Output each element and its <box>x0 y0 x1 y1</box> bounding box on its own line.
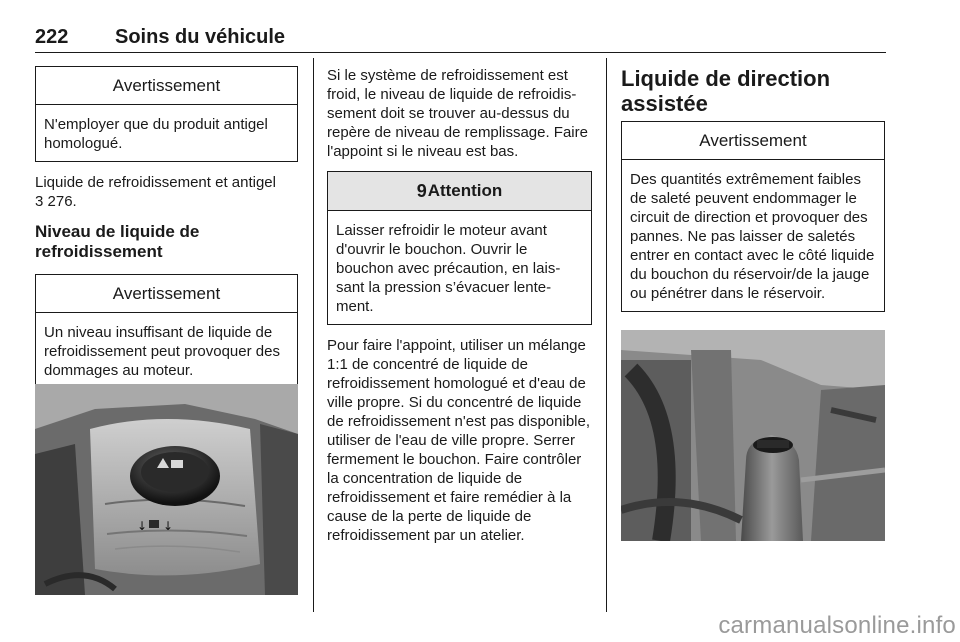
column-divider <box>606 58 607 612</box>
caution-box <box>327 171 592 325</box>
warning-text: Un niveau insuffisant de liquide de refroidissement peut provoquer des dommages au moteur. <box>44 324 280 379</box>
page-ref-arrow-icon: 3 <box>35 193 44 210</box>
svg-text:↓: ↓ <box>163 519 174 533</box>
coolant-reference <box>35 173 298 211</box>
warning-text: Des quantités extrêmement faibles de saleté peuvent endommager le circuit de direction et provoquer des pannes. Ne pas laisser de saletés entrer en contact avec le côté liquide du bouchon du réservoir/de la jauge ou pénétrer dans le réservoir. <box>630 171 875 302</box>
coolant-reservoir-photo <box>35 384 298 595</box>
caution-heading <box>328 172 591 211</box>
coolant-reference-text: Liquide de refroidissement et antigel <box>35 174 276 191</box>
topping-up-paragraph: Pour faire l'appoint, utiliser un mélange 1:1 de concentré de liquide de refroidissement homologué et d'eau de ville propre. Si du concentré de liquide de refroidissement n'est pas disponible, utiliser de l'eau de ville propre. Serrer fermement le bouchon. Faire contrôler la concentration de liquide de refroidissement et faire remédier à la cause de la perte de liquide de refroidissement par un atelier. <box>327 337 591 544</box>
warning-text: N'employer que du produit antigel homologué. <box>44 116 268 152</box>
section-title: Soins du véhicule <box>115 26 286 48</box>
coolant-level-paragraph: Si le système de refroidissement est froid, le niveau de liquide de refroidissement doit se trouver au-dessus du repère de niveau de remplissage. Faire l'appoint si le niveau est bas. <box>327 67 588 160</box>
watermark: carmanualsonline.info <box>718 612 956 639</box>
column-divider <box>313 58 314 612</box>
svg-text:↓: ↓ <box>137 519 148 533</box>
warning-heading: Avertissement <box>622 122 884 160</box>
coolant-level-heading: Niveau de liquide de refroidissement <box>35 222 200 261</box>
warning-heading: Avertissement <box>36 275 297 313</box>
caution-heading-text: Attention <box>427 181 503 200</box>
power-steering-reservoir-photo <box>621 330 885 541</box>
page-number: 222 <box>35 26 69 48</box>
warning-box-power-steering <box>621 121 885 312</box>
column-left <box>35 66 298 389</box>
power-steering-heading: Liquide de direction assistée <box>621 66 831 116</box>
column-middle <box>327 66 592 545</box>
caution-text: Laisser refroidir le moteur avant d'ouvrir le bouchon. Ouvrir le bouchon avec précaution, en laissant la pression s’évacuer lentement. <box>336 222 561 315</box>
column-right <box>621 66 885 312</box>
page-reference-link[interactable]: 276. <box>47 193 77 210</box>
warning-box-antifreeze <box>35 66 298 162</box>
warning-triangle-icon: 9 <box>416 181 427 201</box>
warning-heading: Avertissement <box>36 67 297 105</box>
warning-box-coolant-level <box>35 274 298 389</box>
page-header <box>35 26 886 53</box>
